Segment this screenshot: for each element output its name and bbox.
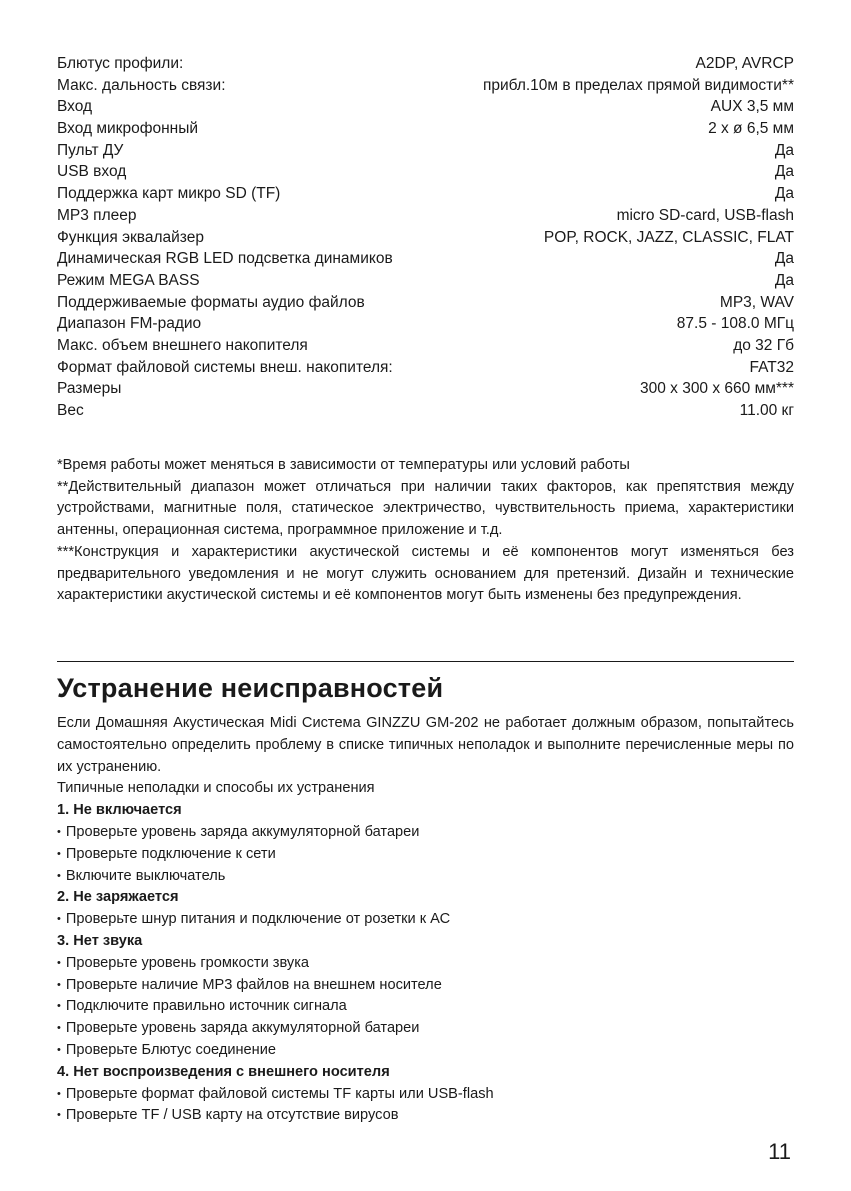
spec-value: Да [774, 271, 794, 289]
spec-row [57, 270, 794, 292]
solution-step: • Проверьте уровень громкости звука [57, 953, 794, 975]
spec-value: 300 х 300 х 660 мм*** [639, 380, 794, 398]
spec-value: AUX 3,5 мм [710, 98, 794, 116]
problem-title: 1. Не включается [57, 802, 182, 819]
spec-label: USB вход [57, 163, 127, 181]
spec-label: Вход микрофонный [57, 120, 198, 138]
section-heading: Устранение неисправностей [57, 673, 444, 703]
spec-row [57, 292, 794, 314]
page-number: 11 [768, 1139, 791, 1164]
spec-label: Динамическая RGB LED подсветка динамиков [57, 250, 393, 268]
spec-value: micro SD-card, USB-flash [616, 206, 794, 224]
spec-row [57, 378, 794, 400]
problem-title: 2. Не заряжается [57, 889, 179, 906]
spec-value: до 32 Гб [733, 336, 794, 354]
troubleshooting-intro: Если Домашняя Акустическая Midi Система GINZZU GM-202 не работает должным образом, попытайтесь самостоятельно определить проблему в списке типичных неполадок и выполните перечисленные меры по их устранению. [57, 715, 794, 775]
spec-label: MP3 плеер [57, 206, 137, 224]
spec-row [57, 140, 794, 162]
spec-row [57, 75, 794, 97]
troubleshooting-subheading: Типичные неполадки и способы их устранения [57, 780, 375, 797]
solution-step: • Проверьте уровень заряда аккумуляторной батареи [57, 1018, 794, 1040]
solution-step: • Подключите правильно источник сигнала [57, 996, 794, 1018]
solution-step: • Проверьте Блютус соединение [57, 1040, 794, 1062]
troubleshooting-section [57, 713, 794, 1127]
spec-label: Макс. дальность связи: [57, 76, 226, 94]
spec-row [57, 205, 794, 227]
spec-row [57, 248, 794, 270]
spec-value: MP3, WAV [719, 293, 794, 311]
spec-label: Режим MEGA BASS [57, 271, 200, 289]
problem-title: 3. Нет звука [57, 932, 143, 949]
spec-value: Да [774, 141, 794, 159]
spec-value: 2 х ø 6,5 мм [708, 120, 794, 138]
spec-label: Размеры [57, 380, 122, 398]
spec-value: Да [774, 185, 794, 203]
spec-value: Да [774, 250, 794, 268]
spec-row [57, 400, 794, 422]
spec-label: Формат файловой системы внеш. накопителя: [57, 358, 393, 376]
spec-row [57, 96, 794, 118]
spec-label: Функция эквалайзер [57, 228, 204, 246]
solution-step: • Проверьте формат файловой системы TF карты или USB-flash [57, 1084, 794, 1106]
spec-row [57, 357, 794, 379]
footnote-operating-time: *Время работы может меняться в зависимости от температуры или условий работы [57, 457, 630, 473]
solution-step: • Включите выключатель [57, 866, 794, 888]
spec-row [57, 183, 794, 205]
spec-label: Поддерживаемые форматы аудио файлов [57, 293, 365, 311]
spec-value: прибл.10м в пределах прямой видимости** [482, 76, 794, 94]
spec-label: Вход [57, 98, 93, 116]
solution-step: • Проверьте шнур питания и подключение от розетки к АС [57, 909, 794, 931]
footnotes [57, 455, 794, 607]
spec-value: POP, ROCK, JAZZ, CLASSIC, FLAT [543, 228, 794, 246]
spec-label: Пульт ДУ [57, 141, 124, 159]
spec-label: Диапазон FM-радио [57, 315, 202, 333]
solution-step: • Проверьте уровень заряда аккумуляторной батареи [57, 822, 794, 844]
spec-row [57, 53, 794, 75]
spec-value: 11.00 кг [739, 402, 794, 419]
spec-row [57, 161, 794, 183]
spec-value: A2DP, AVRCP [695, 55, 794, 72]
solution-step: • Проверьте наличие MP3 файлов на внешнем носителе [57, 975, 794, 997]
spec-label: Вес [57, 402, 84, 419]
solution-step: • Проверьте TF / USB карту на отсутствие вирусов [57, 1105, 794, 1127]
spec-label: Поддержка карт микро SD (TF) [57, 185, 281, 203]
spec-value: Да [774, 163, 794, 181]
solution-step: • Проверьте подключение к сети [57, 844, 794, 866]
spec-value: FAT32 [749, 358, 794, 376]
footnote-design-changes: ***Конструкция и характеристики акустической системы и её компонентов могут изменяться без предварительного уведомления и не могут служить основанием для претензий. Дизайн и технические характеристики акустической системы и её компонентов могут быть изменены без предупреждения. [57, 543, 794, 604]
spec-row [57, 313, 794, 335]
spec-row [57, 335, 794, 357]
specifications-list [57, 53, 794, 422]
spec-row [57, 118, 794, 140]
spec-label: Блютус профили: [57, 55, 184, 72]
spec-label: Макс. объем внешнего накопителя [57, 336, 308, 354]
problem-title: 4. Нет воспроизведения с внешнего носителя [57, 1063, 390, 1080]
section-divider [57, 661, 794, 662]
spec-value: 87.5 - 108.0 МГц [676, 315, 794, 333]
footnote-range: **Действительный диапазон может отличаться при наличии таких факторов, как препятствия между устройствами, магнитные поля, статическое электричество, чувствительность приема, характеристики антенны, операционная система, программное приложение и т.д. [57, 478, 794, 539]
spec-row [57, 227, 794, 249]
